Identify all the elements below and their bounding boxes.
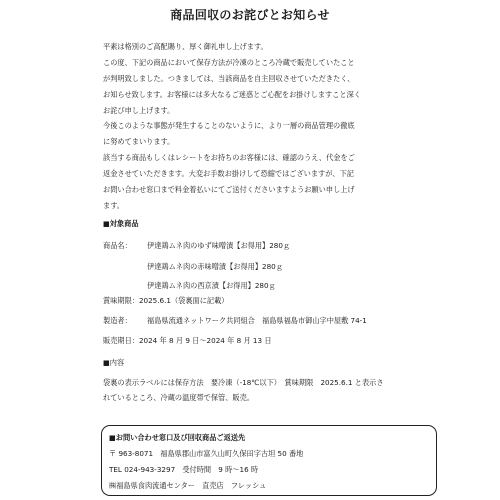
- paragraph-line: 返金させていただきます。大変お手数お掛けして恐縮ではございますが、下記: [103, 169, 354, 179]
- contact-phone: TEL 024-943-3297 受付時間 9 時～16 時: [109, 465, 259, 474]
- product-label: 商品名：: [103, 241, 132, 250]
- notice-body: [103, 39, 423, 214]
- paragraph-line: 今後このような事態が発生することのないように、より一層の商品管理の徹底: [103, 121, 355, 131]
- paragraph-line: お知らせ致します。お客様には多大なるご迷惑とご心配をお掛けしますこと深く: [103, 89, 361, 99]
- page-title: 商品回収のお詫びとお知らせ: [170, 8, 330, 22]
- contact-box: [101, 425, 437, 496]
- contact-company: ㈱福島県食肉流通センター 直売店 フレッシュ: [109, 481, 267, 490]
- content-line: れているところ、冷蔵の温度帯で保管、販売。: [103, 393, 254, 402]
- product-item: 伊達鶏ムネ肉のゆず味噌漬【お得用】280ｇ: [147, 241, 291, 250]
- target-heading: ■対象商品: [103, 219, 139, 228]
- paragraph-line: が判明致しました。つきましては、当該商品を自主回収させていただきたく、: [103, 73, 355, 83]
- paragraph-line: 該当する商品もしくはレシートをお持ちのお客様には、確認のうえ、代金をご: [103, 153, 355, 163]
- paragraph-line: お詫び申し上げます。: [103, 105, 175, 115]
- paragraph-line: に努めてまいります。: [103, 137, 175, 147]
- paragraph-line: 平素は格別のご高配賜り、厚く御礼申し上げます。: [103, 42, 268, 51]
- paragraph-line: お問い合わせ窓口まで料金着払いにてご送付くださいますようお願い申し上げ: [103, 185, 355, 195]
- expiry-date: 賞味期限：2025.6.1（袋裏面に記載）: [103, 296, 229, 305]
- manufacturer-label: 製造者：: [103, 316, 132, 325]
- content-heading: ■内容: [103, 358, 125, 367]
- contact-address: 〒 963-8071 福島県郡山市富久山町久保田字古坦 50 番地: [109, 449, 304, 458]
- sales-period: 販売期日：2024 年 8 月 9 日～2024 年 8 月 13 日: [103, 336, 272, 345]
- paragraph-line: この度、下記の商品において保存方法が冷凍のところ冷蔵で販売していたこと: [103, 57, 355, 67]
- contact-heading: ■お問い合わせ窓口及び回収商品ご返送先: [109, 433, 246, 442]
- manufacturer-info: 福島県流通ネットワーク共同組合 福島県福島市御山字中屋敷 74-1: [147, 316, 367, 325]
- paragraph-line: ます。: [103, 200, 124, 210]
- product-item: 伊達鶏ムネ肉の赤味噌漬【お得用】280ｇ: [147, 262, 283, 271]
- content-line: 袋裏の表示ラベルには保存方法 要冷凍（-18℃以下） 賞味期限 2025.6.1 と表示さ: [103, 378, 384, 387]
- product-item: 伊達鶏ムネ肉の西京漬【お得用】280ｇ: [147, 281, 276, 290]
